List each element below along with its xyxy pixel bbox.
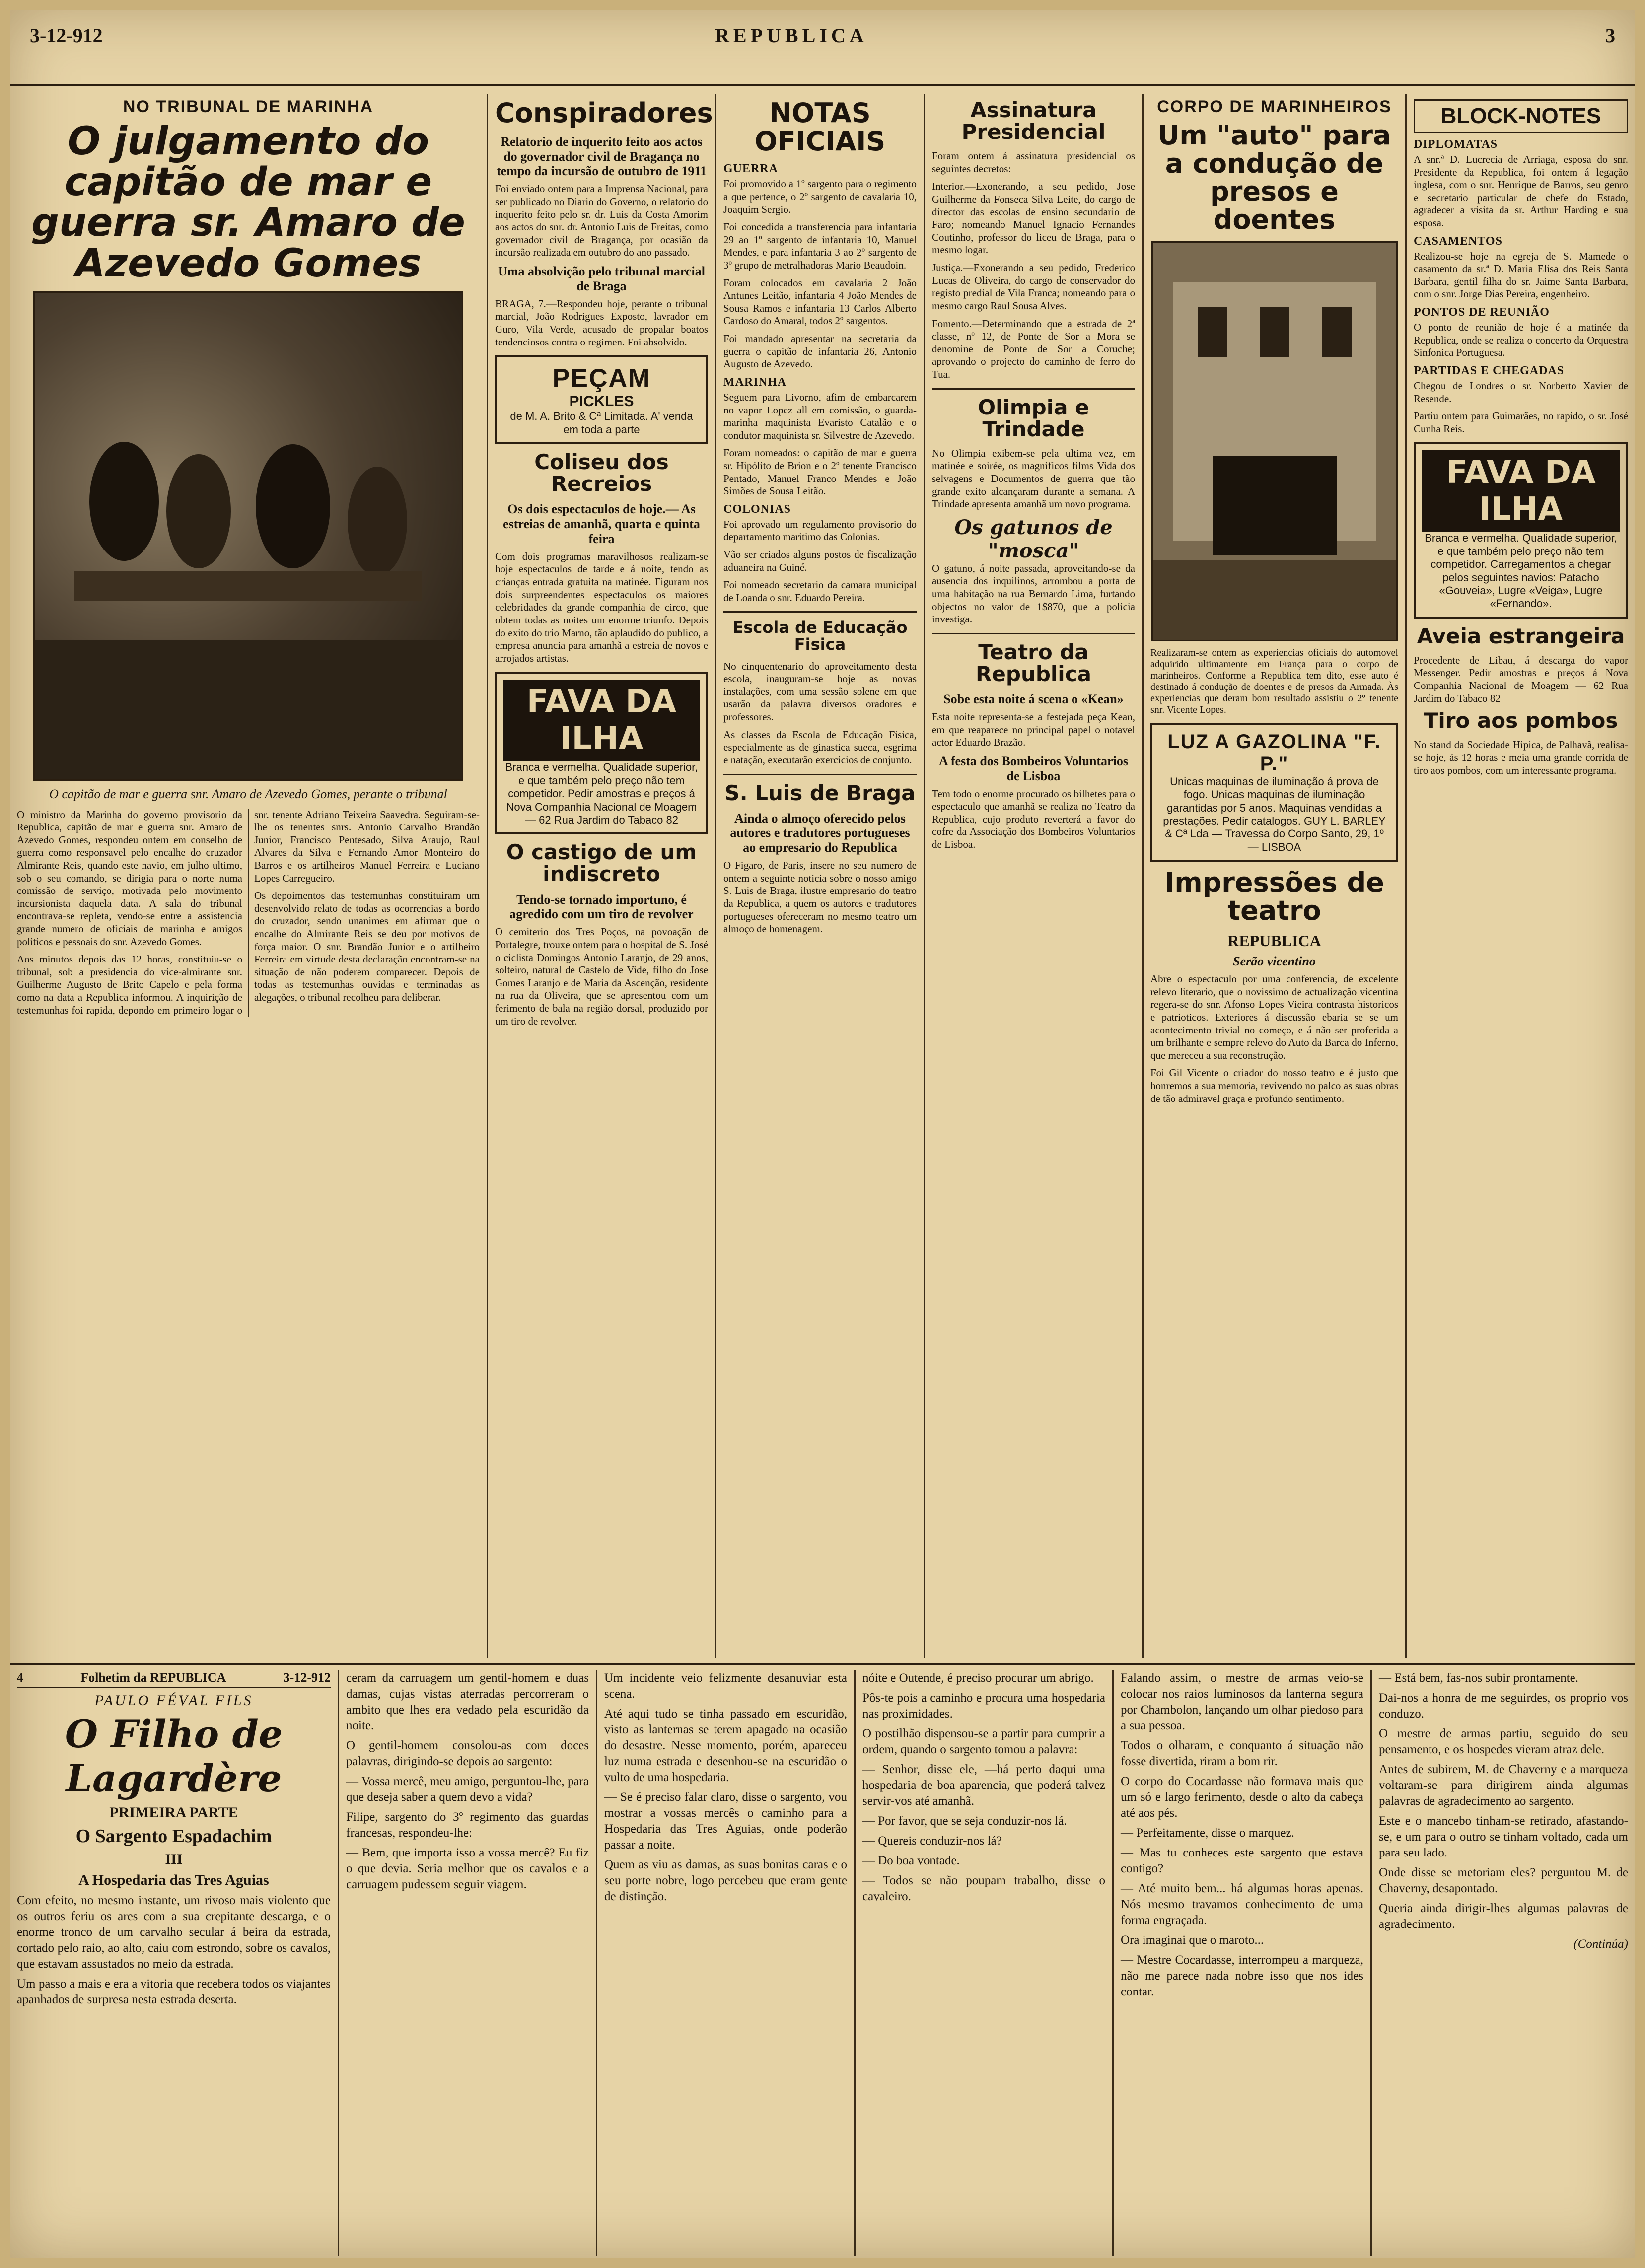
olimpia-headline: Olimpia e Trindade <box>978 395 1089 441</box>
aveia-text: Procedente de Libau, á descarga do vapor Messenger. Pedir amostras e preços á Nova Companhia Nacional de Moagem — 62 Rua Jardim do Tabaco 82 <box>1414 654 1628 704</box>
partidas-text: Chegou de Londres o sr. Norberto Xavier de Resende. <box>1414 379 1628 405</box>
escola-text: As classes da Escola de Educação Fisica, especialmente as de ginastica sueca, esgrima e natação, executarão exercicios de conjunto. <box>723 728 917 766</box>
folhetim-paragraph: Todos o olharam, e conquanto á situação não fosse divertida, riram a bom rir. <box>1121 1739 1363 1768</box>
photo-building <box>1153 243 1396 640</box>
divider <box>723 611 917 613</box>
assinatura-headline: Assinatura Presidencial <box>961 98 1106 144</box>
folhetim-paragraph: Um passo a mais e era a vitoria que recebera todos os viajantes apanhados de surpresa nesta estrada deserta. <box>17 1977 331 2006</box>
lead-body <box>17 809 480 1017</box>
pickles-ad-text: de M. A. Brito & Cª Limitada. A' venda em toda a parte <box>510 410 693 436</box>
castigo-headline: O castigo de um indiscreto <box>506 840 697 887</box>
folhetim-col-5 <box>1112 1670 1370 2256</box>
folhetim-col-6 <box>1370 1670 1635 2256</box>
luz-ad-text: Unicas maquinas de iluminação á prova de fogo. Unicas maquinas de iluminação garantidas por 5 anos. Maquinas vendidas a prestações. Pedir catalogos. GUY L. BARLEY & Cª Lda — Travessa do Corpo Santo, 29, 1º — LISBOA <box>1163 775 1386 853</box>
notas-headline: NOTAS OFICIAIS <box>754 97 886 157</box>
folhetim-paragraph: — Todos se não poupam trabalho, disse o cavaleiro. <box>862 1874 1105 1903</box>
folhetim-paragraph: Ora imaginai que o maroto... <box>1121 1933 1264 1947</box>
fava-ad-text: Branca e vermelha. Qualidade superior, e que também pelo preço não tem competidor. Pedir amostras e preços á Nova Companhia Nacional de Moagem — 62 Rua Jardim do Tabaco 82 <box>505 761 698 826</box>
fava-ad-title: FAVA DA ILHA <box>503 680 700 761</box>
aveia-headline: Aveia estrangeira <box>1417 623 1625 648</box>
lead-paragraph: Os depoimentos das testemunhas constituiram um desenvolvido relato de todas as ocorrencias a bordo do cruzador, sendo unanimes em afirmar que o encalhe do Almirante Reis se deu por motivos de força maior. O snr. Brandão Junior e o artilheiro Ferreira em virtude desta declaração encontram-se na situação de não poderem comparecer. Depois de todas as testemunhas ouvidas e terminadas as alegações, o tribunal recolheu para deliberar. <box>254 890 480 1004</box>
folhetim-paragraph: — Do boa vontade. <box>862 1854 960 1867</box>
folhetim-paragraph: O mestre de armas partiu, seguido do seu pensamento, e os hospedes vieram atraz dele. <box>1379 1727 1628 1756</box>
newspaper-page <box>10 10 1635 2258</box>
colonias-sub: COLONIAS <box>723 502 791 516</box>
divider <box>932 633 1135 634</box>
column-3 <box>715 94 924 1658</box>
pickles-ad-title: PEÇAM <box>552 364 651 393</box>
bombeiros-sub: A festa dos Bombeiros Voluntarios de Lisboa <box>939 754 1128 783</box>
folhetim-paragraph: Este e o mancebo tinham-se retirado, afastando-se, e um para o outro se tinham voltado, cada um para seu lado. <box>1379 1814 1628 1859</box>
folhetim-chapter-number: III <box>165 1851 183 1867</box>
lead-paragraph: Aos minutos depois das 12 horas, constituiu-se o tribunal, sob a presidencia do vice-almirante snr. Guilherme Augusto de Brito Capelo e pela forma como na data a Republica informou. A inquirição de testemunhas foi rapida, depondo em primeiro logar o snr. tenente Adriano Teixeira Saavedra. Seguiram-se-lhe os tenentes snrs. Antonio Carvalho Brandão Junior, Francisco Pentesado, Silva Araujo, Raul Alvares da Silva e Fernando Amor Monteiro do Barros e os artilheiros Manuel Ferreira e Luciano Lopes Carregueiro. <box>17 808 480 1016</box>
casamentos-sub: CASAMENTOS <box>1414 234 1502 248</box>
guerra-sub: GUERRA <box>723 162 779 176</box>
folhetim-section <box>10 1663 1635 2261</box>
impressoes-sub2: Serão vicentino <box>1233 954 1316 969</box>
braga-luis-text: O Figaro, de Paris, insere no seu numero de ontem a seguinte noticia sobre o nosso amigo S. Luis de Braga, ilustre empresario do teatro da Republica, a quem os autores e tradutores portugueses ofereceram no mesmo teatro um almoço de homenagem. <box>723 859 917 935</box>
folhetim-paragraph: — Perfeitamente, disse o marquez. <box>1121 1826 1294 1840</box>
folhetim-paragraph: — Vossa mercê, meu amigo, perguntou-lhe, para que deseja saber a quem devo a vida? <box>346 1775 589 1804</box>
marinha-text: Seguem para Livorno, afim de embarcarem no vapor Lopez all em comissão, o guarda-marinha maquinista Evaristo Catalão e o condutor maquinista sr. Silvestre de Azevedo. <box>723 391 917 441</box>
gatunos-headline: Os gatunos de "mosca" <box>954 515 1113 562</box>
folhetim-paragraph: nóite e Outende, é preciso procurar um abrigo. <box>862 1671 1094 1685</box>
header-page-number: 3 <box>1605 24 1615 47</box>
column-2 <box>487 94 715 1658</box>
lead-headline: O julgamento do capitão de mar e guerra sr. Amaro de Azevedo Gomes <box>31 119 465 286</box>
folhetim-paragraph: Queria ainda dirigir-lhes algumas palavras de agradecimento. <box>1379 1902 1628 1931</box>
folhetim-paragraph: — Senhor, disse ele, —há perto daqui uma hospedaria de boa aparencia, que poderá talvez servir-vos até amanhã. <box>862 1763 1105 1808</box>
folhetim-part: PRIMEIRA PARTE <box>109 1804 238 1821</box>
assinatura-text: Interior.—Exonerando, a seu pedido, Jose Guilherme da Fonseca Silva Leite, do cargo de director das escolas de ensino secundario de Faro; nomeando Manuel Ignacio Fernandes Coutinho, professor do liceu de Braga, para o mesmo logar. <box>932 180 1135 256</box>
lead-caption: O capitão de mar e guerra snr. Amaro de Azevedo Gomes, perante o tribunal <box>49 786 447 801</box>
header-masthead: REPUBLICA <box>715 24 868 47</box>
block-notes-label: BLOCK-NOTES <box>1414 99 1628 133</box>
coliseu-headline: Coliseu dos Recreios <box>534 450 669 496</box>
folhetim-col-3 <box>596 1670 854 2256</box>
luz-ad-title: LUZ A GAZOLINA "F. P." <box>1167 730 1381 775</box>
coliseu-sub: Os dois espectaculos de hoje.— As estreias de amanhã, quarta e quinta feira <box>503 502 700 546</box>
braga-subhead: Ainda o almoço oferecido pelos autores e tradutores portugueses ao empresario do Republica <box>730 811 910 855</box>
auto-caption: Realizaram-se ontem as experiencias oficiais do automovel adquirido ultimamente em França para o corpo de marinheiros. Conforme a Republica tem dito, esse auto é destinado á condução de doentes e de presos da Armada. Às experiencias que deram bom resultado assistiu o 2º tenente snr. Vicente Lopes. <box>1150 647 1398 715</box>
colonias-text: Foi aprovado um regulamento provisorio do departamento maritimo das Colonias. <box>723 518 917 543</box>
olimpia-text: No Olimpia exibem-se pela ultima vez, em matinée e soirée, os magnificos films Vida dos selvagens e Documentos de guerra que tão grande exito alcançaram durante a semana. A Trindade apresenta amanhã um novo programa. <box>932 447 1135 510</box>
colonias-text: Foi nomeado secretario da camara municipal de Loanda o snr. Eduardo Pereira. <box>723 579 917 604</box>
castigo-sub: Tendo-se tornado importuno, é agredido com um tiro de revolver <box>509 892 694 922</box>
braga-text: BRAGA, 7.—Respondeu hoje, perante o tribunal marcial, João Rodrigues Exposto, lavrador em Guro, Vila Verde, acusado de propalar boatos tendenciosos contra o regimen. Foi absolvido. <box>495 297 708 348</box>
auto-headline: Um "auto" para a condução de presos e doentes <box>1157 120 1391 236</box>
divider <box>723 774 917 775</box>
guerra-text: Foram colocados em cavalaria 2 João Antunes Leitão, infantaria 4 João Mendes de Sousa Ramos e infantaria 13 Carlos Alberto Cardoso do Amaral, todos 2º sargentos. <box>723 276 917 327</box>
column-5 <box>1142 94 1405 1658</box>
guerra-text: Foi mandado apresentar na secretaria da guerra o capitão de infantaria 26, Antonio Augusto de Azevedo. <box>723 333 917 370</box>
guerra-text: Foi promovido a 1º sargento para o regimento a que pertence, o 2º sargento de cavalaria 10, Joaquim Sergio. <box>723 178 917 215</box>
kean-sub: Sobe esta noite á scena o «Kean» <box>943 692 1124 707</box>
folhetim-date: 3-12-912 <box>283 1670 331 1685</box>
fava-ad-2 <box>1414 442 1628 618</box>
folhetim-section-title: O Sargento Espadachim <box>75 1826 272 1847</box>
folhetim-label: Folhetim da REPUBLICA <box>80 1670 226 1685</box>
impressoes-text: Abre o espectaculo por uma conferencia, de excelente relevo literario, que o novissimo de actualização vicentina regera-se do snr. Afonso Lopes Vieira contrasta historicos e patrioticos. Exteriores á discussão ebaria se se um acontecimento trivial no começo, e á não ser proferida a um brilhante e sempre relevo do Auto da Barca do Inferno, que mereceu a sua reconstrução. <box>1150 973 1398 1061</box>
fava-ad-2-title: FAVA DA ILHA <box>1422 450 1620 532</box>
partidas-text: Partiu ontem para Guimarães, no rapido, o sr. José Cunha Reis. <box>1414 410 1628 435</box>
gatunos-text: O gatuno, á noite passada, aproveitando-se da ausencia dos inquilinos, arrombou a porta de uma habitação na rua Bernardo Lima, furtando objectos no valor de 1$870, que a policia investiga. <box>932 562 1135 625</box>
colonias-text: Vão ser criados alguns postos de fiscalização aduaneira na Guiné. <box>723 549 917 573</box>
guerra-text: Foi concedida a transferencia para infantaria 29 ao 1º sargento de infantaria 10, Manuel Mendes, e para infantaria 3 ao 2º sargento de 3º grupo de metralhadoras Mario Beaudoin. <box>723 221 917 272</box>
pickles-ad <box>495 355 708 444</box>
partidas-sub: PARTIDAS E CHEGADAS <box>1414 364 1565 377</box>
header-date: 3-12-912 <box>30 24 103 47</box>
lead-kicker: NO TRIBUNAL DE MARINHA <box>123 97 374 116</box>
page-header <box>10 10 1635 86</box>
tribunal-photo <box>33 291 463 781</box>
folhetim-page: 4 <box>17 1670 23 1685</box>
folhetim-col-4 <box>854 1670 1112 2256</box>
teatro-headline: Teatro da Republica <box>976 639 1091 686</box>
tiro-text: No stand da Sociedade Hipica, de Palhavã, realisa-se hoje, ás 12 horas e meia uma grande corrida de tiro aos pombos, com um interessante programa. <box>1414 739 1628 776</box>
bombeiros-text: Tem todo o enorme procurado os bilhetes para o espectaculo que amanhã se realiza no Teatro da Republica, cujo produto reverterá a favor do cofre da Associação dos Bombeiros Voluntarios de Lisboa. <box>932 787 1135 850</box>
escola-headline: Escola de Educação Fisica <box>732 618 908 654</box>
folhetim-paragraph: O corpo do Cocardasse não formava mais que um só e largo ferimento, desde o alto da cabeça até aos pés. <box>1121 1775 1363 1820</box>
conspiradores-headline: Conspiradores <box>495 97 713 129</box>
folhetim-chapter-title: A Hospedaria das Tres Aguias <box>78 1872 269 1888</box>
folhetim-paragraph: — Está bem, fas-nos subir prontamente. <box>1379 1671 1578 1685</box>
divider <box>932 388 1135 390</box>
fava-ad-2-text: Branca e vermelha. Qualidade superior, e que também pelo preço não tem competidor. Carregamentos a chegar pelos seguintes navios: Patacho «Gouveia», Lugre «Veiga», Lugre «Fernando». <box>1425 532 1617 610</box>
conspiradores-sub: Relatorio de inquerito feito aos actos do governador civil de Bragança no tempo da incursão de outubro de 1911 <box>497 134 707 179</box>
lead-paragraph: O ministro da Marinha do governo provisorio da Republica, capitão de mar e guerra snr. Amaro de Azevedo Gomes, respondeu ontem em conselho de guerra como responsavel pelo encalhe do cruzador Almirante Reis, quando este navio, em julho ultimo, sob o seu comando, se dirigia para o norte numa comissão de serviço, motivada pelo movimento incursionista daquela data. A sala do tribunal encontrava-se repleta, vendo-se entre a assistencia grande numero de oficiais de marinha e amigos politicos e pessoais do snr. Azevedo Gomes. <box>17 808 242 948</box>
folhetim-title: O Filho de Lagardère <box>65 1712 283 1800</box>
folhetim-paragraph: O postilhão dispensou-se a partir para cumprir a ordem, quando o sargento tomou a palavra: <box>862 1727 1105 1756</box>
folhetim-paragraph: — Se é preciso falar claro, disse o sargento, vou mostrar a vossas mercês o caminho para a Hospedaria das Tres Aguias, onde poderão passar a noite. <box>604 1790 847 1852</box>
photo-figures <box>35 293 462 779</box>
folhetim-paragraph: ceram da carruagem um gentil-homem e duas damas, cujas vistas aterradas percorreram o ambito que lhes era vedado pela escuridão da noite. <box>346 1671 589 1732</box>
castigo-text: O cemiterio dos Tres Poços, na povoação de Portalegre, trouxe ontem para o hospital de S. José o ciclista Domingos Antonio Laranjo, de 29 anos, solteiro, natural de Castelo de Vide, filho do Jose Gomes Laranjo e de Maria da Ascenção, residente na rua da Oliveira, que se apresentou com um ferimento de bala na região dorsal, produzido por um tiro de revolver. <box>495 926 708 1027</box>
folhetim-col-1 <box>10 1670 338 2256</box>
impressoes-headline: Impressões de teatro <box>1164 867 1384 926</box>
marinha-sub: MARINHA <box>723 375 787 389</box>
diplomatas-sub: DIPLOMATAS <box>1414 138 1498 151</box>
folhetim-paragraph: — Até muito bem... há algumas horas apenas. Nós mesmo travamos conhecimento de uma forma engraçada. <box>1121 1882 1363 1927</box>
conspiradores-text: Foi enviado ontem para a Imprensa Nacional, para ser publicado no Diario do Governo, o relatorio do inquerito feito pelo sr. dr. Luis da Costa Amorim aos actos do snr. dr. Antonio Luis de Freitas, como governador civil de Bragança, por ocasião da incursão realizada em outubro do ano passado. <box>495 183 708 259</box>
assinatura-text: Justiça.—Exonerando a seu pedido, Frederico Lucas de Oliveira, do cargo de conservador do registo predial de Vila Franca; nomeando para o mesmo cargo Raul Sousa Alves. <box>932 262 1135 312</box>
folhetim-meta <box>17 1670 331 1688</box>
tiro-headline: Tiro aos pombos <box>1424 708 1618 733</box>
impressoes-text: Foi Gil Vicente o criador do nosso teatro e é justo que honremos a sua memoria, revivendo no palco as suas obras de tão admiravel graça e profundo sentimento. <box>1150 1067 1398 1104</box>
folhetim-paragraph: — Mas tu conheces este sargento que estava contigo? <box>1121 1846 1363 1875</box>
folhetim-paragraph: Um incidente veio felizmente desanuviar esta scena. <box>604 1671 847 1701</box>
folhetim-paragraph: Antes de subirem, M. de Chaverny e a marqueza voltaram-se para dirigirem ainda algumas palavras de agradecimento ao sargento. <box>1379 1763 1628 1808</box>
ambulance-photo <box>1151 241 1398 641</box>
folhetim-paragraph: — Por favor, que se seja conduzir-nos lá. <box>862 1814 1067 1828</box>
assinatura-text: Fomento.—Determinando que a estrada de 2ª classe, nº 12, de Ponte de Sor a Mora se denomine de Ponte de Sor a Coruche; aprovando o projecto do caminho de ferro do Tua. <box>932 317 1135 380</box>
pickles-ad-label: PICKLES <box>569 393 634 410</box>
assinatura-text: Foram ontem á assinatura presidencial os seguintes decretos: <box>932 150 1135 175</box>
braga-sub: Uma absolvição pelo tribunal marcial de Braga <box>498 264 705 293</box>
folhetim-paragraph: Com efeito, no mesmo instante, um rivoso mais violento que os outros feriu os ares com a sua crepitante descarga, e o enorme tronco de um carvalho secular á beira da estrada, cortado pelo raio, ao alto, caiu com estrondo, sobre os cavalos, que estavam assustados no meio da estrada. <box>17 1894 331 1971</box>
diplomatas-text: A snr.ª D. Lucrecia de Arriaga, esposa do snr. Presidente da Republica, foi ontem á legação inglesa, com o snr. Henrique de Barros, seu genro e secretario particular de chefe do Estado, agradecer a visita da sr. Arthur Harding e sua esposa. <box>1414 153 1628 229</box>
kean-text: Esta noite representa-se a festejada peça Kean, em que reaparece no principal papel o notavel actor Eduardo Brazão. <box>932 710 1135 749</box>
luz-ad <box>1150 723 1398 862</box>
folhetim-paragraph: Dai-nos a honra de me seguirdes, os proprio vos conduzo. <box>1379 1691 1628 1720</box>
column-lead <box>10 94 487 1658</box>
casamentos-text: Realizou-se hoje na egreja de S. Mamede o casamento da sr.ª D. Maria Elisa dos Reis Santa Barbara, gentil filha do sr. Jaime Santa Barbara, com o snr. Jorge Dias Pereira, engenheiro. <box>1414 250 1628 300</box>
folhetim-continua: (Continúa) <box>1573 1937 1628 1951</box>
marinha-text: Foram nomeados: o capitão de mar e guerra sr. Hipólito de Brion e o 2º tenente Francisco Pentado, Manuel Franco Mendes e João Simões de Sousa Leitão. <box>723 447 917 497</box>
folhetim-paragraph: Onde disse se metoriam eles? perguntou M. de Chaverny, desapontado. <box>1379 1866 1628 1895</box>
folhetim-paragraph: Quem as viu as damas, as suas bonitas caras e o seu porte nobre, logo percebeu que eram gente de distinção. <box>604 1858 847 1903</box>
column-6 <box>1405 94 1635 1658</box>
fava-ad <box>495 672 708 834</box>
braga-headline: S. Luis de Braga <box>724 780 916 805</box>
reuniao-sub: PONTOS DE REUNIÃO <box>1414 306 1550 319</box>
folhetim-author: PAULO FÉVAL FILS <box>94 1692 253 1709</box>
folhetim-paragraph: Até aqui tudo se tinha passado em escuridão, visto as lanternas se terem apagado na ocasião do desastre. Nesse momento, porém, apareceu luz numa estrada e desenhou-se na escuridão o vulto de uma hospedaria. <box>604 1707 847 1784</box>
impressoes-sub: REPUBLICA <box>1227 932 1321 950</box>
column-4 <box>924 94 1142 1658</box>
folhetim-col-2 <box>338 1670 596 2256</box>
folhetim-paragraph: Falando assim, o mestre de armas veio-se colocar nos raios luminosos da lanterna segura por Chambolon, lançando um olhar piedoso para a sua pessoa. <box>1121 1671 1363 1732</box>
marinheiros-kicker: CORPO DE MARINHEIROS <box>1157 97 1392 116</box>
folhetim-paragraph: Pôs-te pois a caminho e procura uma hospedaria nas proximidades. <box>862 1691 1105 1720</box>
escola-text: No cinquentenario do aproveitamento desta escola, inauguram-se hoje as novas instalações, com uma sessão solene em que usarão da palavra diversos oradores e professores. <box>723 660 917 723</box>
folhetim-paragraph: — Mestre Cocardasse, interrompeu a marqueza, não me parece nada nobre isso que nos ides contar. <box>1121 1953 1363 1998</box>
coliseu-text: Com dois programas maravilhosos realizam-se hoje espectaculos de tarde e á noite, tendo as crianças entrada gratuita na matinée. Figuram nos dois surpreendentes espectaculos os maiores celebridades da grande companhia de circo, que obtem todas as noites um enorme triunfo. Depois do exito do trio Marno, tão aplaudido do publico, a empresa anuncia para amanhã a estreia de novos e arrojados artistas. <box>495 550 708 664</box>
folhetim-paragraph: Filipe, sargento do 3º regimento das guardas francesas, respondeu-lhe: <box>346 1810 589 1840</box>
folhetim-paragraph: — Quereis conduzir-nos lá? <box>862 1834 1002 1848</box>
reuniao-text: O ponto de reunião de hoje é a matinée da Republica, onde se realiza o concerto da Orquestra Sinfonica Portuguesa. <box>1414 321 1628 359</box>
folhetim-paragraph: O gentil-homem consolou-as com doces palavras, dirigindo-se depois ao sargento: <box>346 1739 589 1768</box>
folhetim-paragraph: — Bem, que importa isso a vossa mercê? Eu fiz o que devia. Seria melhor que os cavalos e a carruagem pudessem seguir viagem. <box>346 1846 589 1891</box>
